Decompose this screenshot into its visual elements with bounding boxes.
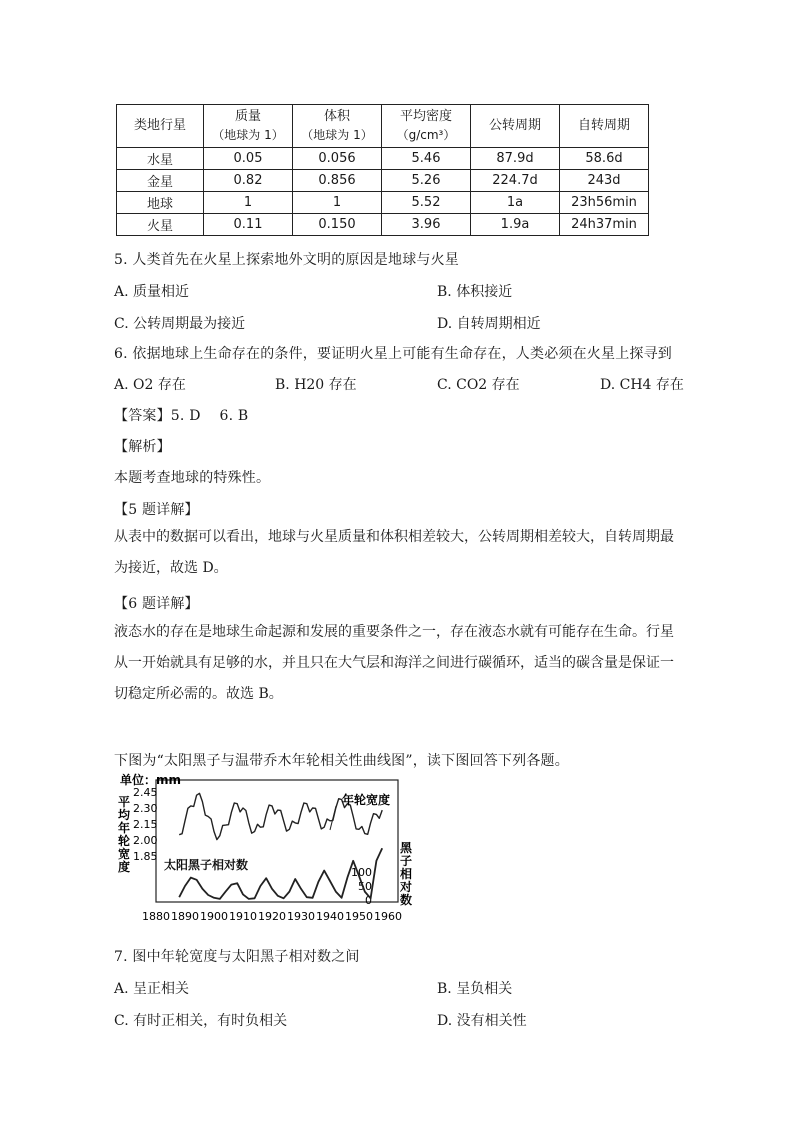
x-tick-label: 1950 [345,910,373,923]
table-cell: 5.26 [382,170,471,192]
analysis-title: 【解析】 [114,439,171,455]
question-7-option-c[interactable]: C. 有时正相关，有时负相关 [114,1013,288,1029]
left-axis-label-char: 宽 [118,847,131,861]
answer-line: 【答案】5. D 6. B [114,408,249,424]
chart-intro: 下图为“太阳黑子与温带乔木年轮相关性曲线图”，读下图回答下列各题。 [114,753,569,769]
left-tick-label: 2.00 [133,834,158,847]
x-tick-label: 1900 [200,910,228,923]
table-cell: 23h56min [560,192,649,214]
table-header-row [117,105,649,148]
header-mass [204,105,293,148]
left-axis-label-char: 平 [118,795,131,809]
left-tick-label: 2.30 [133,802,158,815]
left-axis-label-char: 轮 [118,834,131,848]
table-cell: 3.96 [382,214,471,236]
x-tick-label: 1960 [374,910,402,923]
header-density [382,105,471,148]
table-cell: 87.9d [471,148,560,170]
table-cell: 1.9a [471,214,560,236]
left-tick-label: 2.45 [133,786,158,799]
table-cell: 0.82 [204,170,293,192]
sunspot-tree-ring-chart [114,772,414,924]
q5-detail-text: 从表中的数据可以看出，地球与火星质量和体积相差较大，公转周期相差较大，自转周期最为接近，故选 D。 [114,529,674,576]
header-label: 质量 [234,108,261,124]
table-cell: 0.11 [204,214,293,236]
question-6-stem: 6. 依据地球上生命存在的条件，要证明火星上可能有生命存在，人类必须在火星上探寻到 [114,346,673,362]
header-label: 平均密度 [399,108,452,124]
q6-detail-text: 液态水的存在是地球生命起源和发展的重要条件之一，存在液态水就有可能存在生命。行星从一开始就具有足够的水，并且只在大气层和海洋之间进行碳循环，适当的碳含量是保证一切稳定所必需的。故选 B。 [114,624,674,702]
annotation-tree-ring: 年轮宽度 [342,793,391,807]
q5-detail-title: 【5 题详解】 [114,502,199,518]
header-rotation [560,105,649,148]
question-5-stem: 5. 人类首先在火星上探索地外文明的原因是地球与火星 [114,252,460,268]
header-label: 自转周期 [577,118,630,133]
table-cell: 金星 [117,170,204,192]
table-cell: 224.7d [471,170,560,192]
x-tick-label: 1880 [142,910,170,923]
question-7-option-d[interactable]: D. 没有相关性 [437,1013,527,1029]
table-cell: 58.6d [560,148,649,170]
table-cell: 1a [471,192,560,214]
question-5-option-c[interactable]: C. 公转周期最为接近 [114,316,246,332]
table-row [117,192,649,214]
right-tick-label: 50 [358,880,372,893]
header-label: 体积 [323,108,350,124]
unit-label: 单位：mm [120,773,182,787]
x-tick-label: 1890 [171,910,199,923]
right-axis-label-char: 子 [400,854,413,868]
header-sublabel: （地球为 1） [212,127,284,142]
table-cell: 0.05 [204,148,293,170]
header-sublabel: （地球为 1） [301,127,373,142]
question-5-option-b[interactable]: B. 体积接近 [437,284,513,300]
table-cell: 水星 [117,148,204,170]
right-axis-label-char: 对 [400,880,413,894]
table-cell: 24h37min [560,214,649,236]
table-row [117,170,649,192]
x-tick-label: 1910 [229,910,257,923]
table-cell: 地球 [117,192,204,214]
q6-detail-title: 【6 题详解】 [114,596,199,612]
annotation-pointer [330,806,336,830]
right-axis-label-char: 黑 [400,841,413,855]
x-tick-label: 1930 [287,910,315,923]
question-7-option-b[interactable]: B. 呈负相关 [437,981,513,997]
right-axis-label-char: 数 [400,893,413,907]
table-cell: 0.856 [293,170,382,192]
question-6-option-c[interactable]: C. CO2 存在 [437,377,520,393]
table-cell: 0.150 [293,214,382,236]
question-6-option-d[interactable]: D. CH4 存在 [600,377,684,393]
question-7-stem: 7. 图中年轮宽度与太阳黑子相对数之间 [114,949,360,965]
header-label: 公转周期 [488,118,541,133]
left-axis-label-char: 均 [118,808,131,822]
x-tick-label: 1920 [258,910,286,923]
table-cell: 243d [560,170,649,192]
question-7-option-a[interactable]: A. 呈正相关 [114,981,190,997]
table-row [117,214,649,236]
planet-table [116,104,649,236]
header-label: 类地行星 [133,118,186,133]
question-5-option-a[interactable]: A. 质量相近 [114,284,190,300]
left-axis-label-char: 度 [118,860,131,874]
table-cell: 5.52 [382,192,471,214]
header-planet [117,105,204,148]
analysis-text: 本题考查地球的特殊性。 [114,470,271,486]
left-axis-label-char: 年 [118,821,131,835]
right-tick-label: 100 [351,866,372,879]
header-sublabel: （g/cm³） [396,127,456,142]
right-tick-label: 0 [365,894,372,907]
table-row [117,148,649,170]
annotation-sunspot: 太阳黑子相对数 [164,858,249,872]
table-cell: 1 [293,192,382,214]
left-tick-label: 1.85 [133,850,158,863]
x-tick-label: 1940 [316,910,344,923]
question-5-option-d[interactable]: D. 自转周期相近 [437,316,541,332]
question-6-option-b[interactable]: B. H20 存在 [275,377,357,393]
right-axis-label-char: 相 [400,867,413,881]
table-cell: 火星 [117,214,204,236]
table-cell: 1 [204,192,293,214]
table-cell: 5.46 [382,148,471,170]
header-revolution [471,105,560,148]
table-cell: 0.056 [293,148,382,170]
question-6-option-a[interactable]: A. O2 存在 [114,377,186,393]
left-tick-label: 2.15 [133,818,158,831]
header-volume [293,105,382,148]
